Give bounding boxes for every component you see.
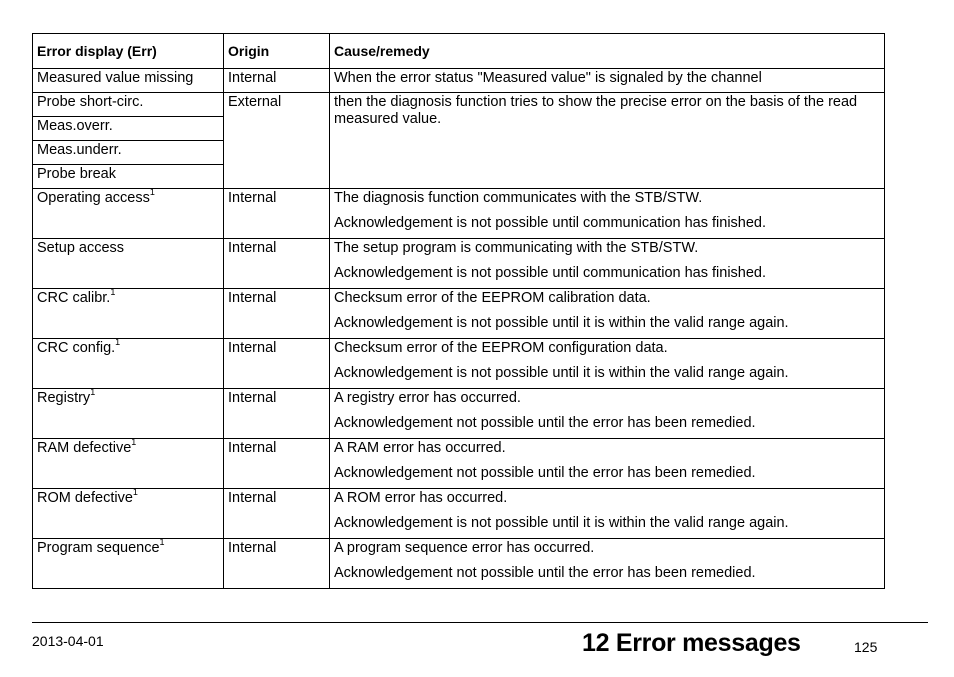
table-row <box>33 389 885 439</box>
table-row <box>33 339 885 389</box>
cause-text: A RAM error has occurred. <box>334 440 506 456</box>
error-display-cell <box>33 289 224 339</box>
cause-text: Checksum error of the EEPROM configuration data. <box>334 340 668 356</box>
cause-remedy-cell <box>330 389 885 439</box>
error-display-label: Setup access <box>37 240 125 256</box>
cause-remedy-cell <box>330 289 885 339</box>
page-number: 125 <box>854 639 878 655</box>
error-messages-table <box>32 33 885 589</box>
table-row <box>33 439 885 489</box>
chapter-title: 12 Error messages <box>582 629 801 657</box>
origin-cell: Internal <box>224 189 330 239</box>
error-display-cell: Meas.overr. <box>33 117 224 141</box>
origin-cell: External <box>224 93 330 189</box>
footer-rule <box>32 622 928 623</box>
cause-remedy-cell <box>330 339 885 389</box>
cause-remedy-cell <box>330 439 885 489</box>
error-display-cell <box>33 189 224 239</box>
remedy-text: Acknowledgement is not possible until it is within the valid range again. <box>334 315 789 331</box>
cause-text: A program sequence error has occurred. <box>334 540 595 556</box>
error-display-cell <box>33 339 224 389</box>
footnote-marker: 1 <box>110 287 116 298</box>
error-display-cell: Meas.underr. <box>33 141 224 165</box>
header-origin: Origin <box>224 34 330 69</box>
error-display-cell <box>33 539 224 589</box>
cause-text: Checksum error of the EEPROM calibration data. <box>334 290 651 306</box>
origin-cell: Internal <box>224 539 330 589</box>
footnote-marker: 1 <box>131 437 137 448</box>
table-row <box>33 289 885 339</box>
footer-date: 2013-04-01 <box>32 633 104 649</box>
table-row <box>33 489 885 539</box>
footnote-marker: 1 <box>90 387 96 398</box>
footnote-marker: 1 <box>149 187 155 198</box>
remedy-text: Acknowledgement is not possible until communication has finished. <box>334 265 767 281</box>
error-display-label: CRC calibr. <box>37 290 111 306</box>
error-display-label: Operating access <box>37 190 150 206</box>
header-error-display: Error display (Err) <box>33 34 224 69</box>
cause-remedy-cell <box>330 189 885 239</box>
table-header-row <box>33 34 885 69</box>
origin-cell: Internal <box>224 239 330 289</box>
origin-cell: Internal <box>224 339 330 389</box>
cause-cell: then the diagnosis function tries to show the precise error on the basis of the read measured value. <box>330 93 885 189</box>
cause-remedy-cell <box>330 489 885 539</box>
origin-cell: Internal <box>224 389 330 439</box>
error-display-label: Program sequence <box>37 540 160 556</box>
error-display-label: ROM defective <box>37 490 133 506</box>
error-display-cell: Measured value missing <box>33 69 224 93</box>
remedy-text: Acknowledgement is not possible until communication has finished. <box>334 215 767 231</box>
origin-cell: Internal <box>224 289 330 339</box>
error-display-cell <box>33 489 224 539</box>
error-display-label: CRC config. <box>37 340 116 356</box>
remedy-text: Acknowledgement not possible until the error has been remedied. <box>334 415 756 431</box>
table-row <box>33 93 885 117</box>
cause-text: A registry error has occurred. <box>334 390 521 406</box>
origin-cell: Internal <box>224 489 330 539</box>
error-display-cell: Probe short-circ. <box>33 93 224 117</box>
cause-remedy-cell <box>330 239 885 289</box>
footnote-marker: 1 <box>115 337 121 348</box>
table-row <box>33 239 885 289</box>
error-display-cell <box>33 389 224 439</box>
table-row <box>33 189 885 239</box>
remedy-text: Acknowledgement is not possible until it is within the valid range again. <box>334 515 789 531</box>
cause-remedy-cell <box>330 539 885 589</box>
remedy-text: Acknowledgement is not possible until it is within the valid range again. <box>334 365 789 381</box>
cause-text: The diagnosis function communicates with the STB/STW. <box>334 190 703 206</box>
origin-cell: Internal <box>224 69 330 93</box>
cause-text: The setup program is communicating with the STB/STW. <box>334 240 699 256</box>
origin-cell: Internal <box>224 439 330 489</box>
cause-cell: When the error status "Measured value" is signaled by the channel <box>330 69 885 93</box>
remedy-text: Acknowledgement not possible until the error has been remedied. <box>334 465 756 481</box>
footnote-marker: 1 <box>159 537 165 548</box>
table-row <box>33 69 885 93</box>
error-display-cell <box>33 439 224 489</box>
footnote-marker: 1 <box>132 487 138 498</box>
header-cause-remedy: Cause/remedy <box>330 34 885 69</box>
error-display-label: RAM defective <box>37 440 132 456</box>
error-display-cell: Probe break <box>33 165 224 189</box>
table-row <box>33 539 885 589</box>
remedy-text: Acknowledgement not possible until the error has been remedied. <box>334 565 756 581</box>
cause-text: A ROM error has occurred. <box>334 490 508 506</box>
error-display-label: Registry <box>37 390 91 406</box>
error-display-cell <box>33 239 224 289</box>
